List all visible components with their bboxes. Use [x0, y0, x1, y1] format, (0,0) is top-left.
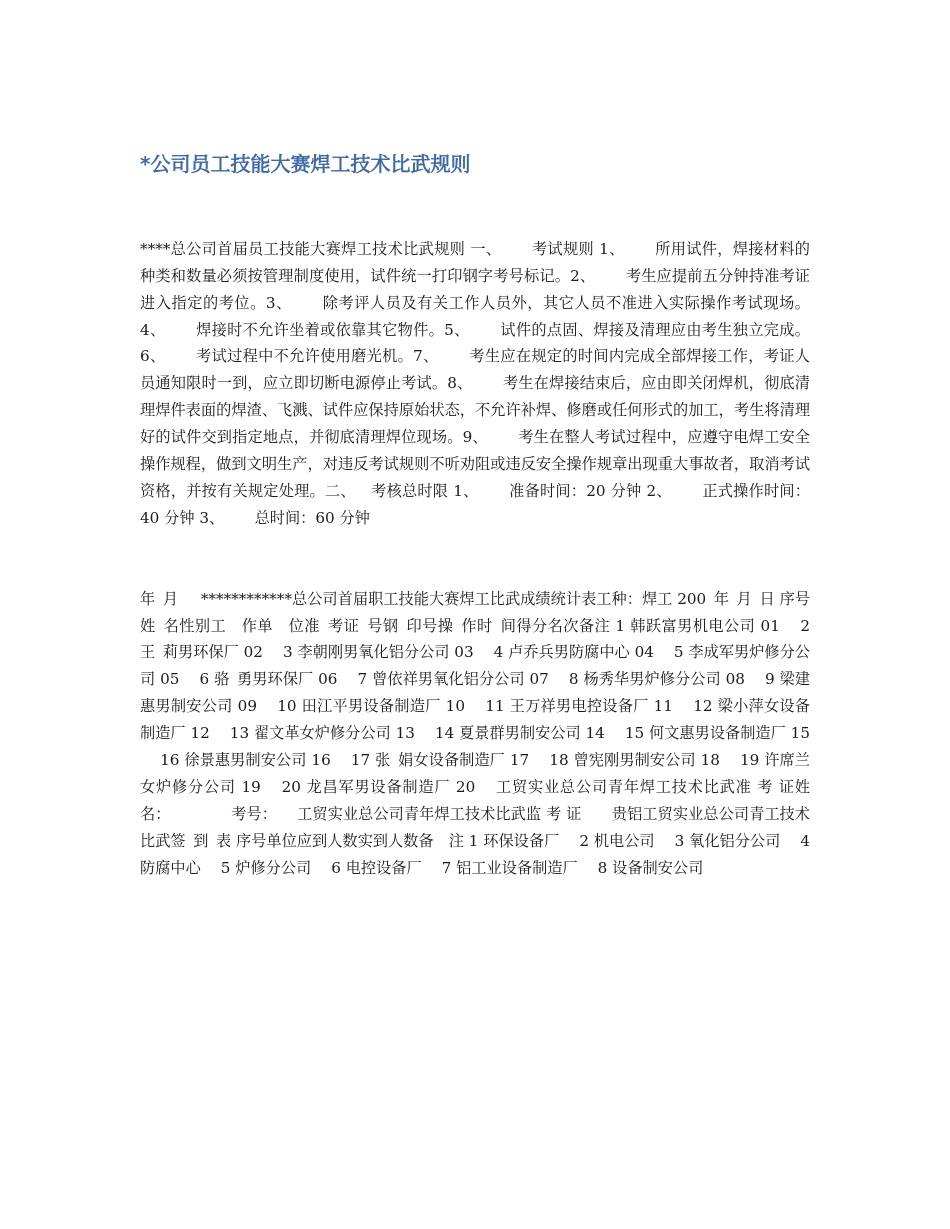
- document-body: [140, 182, 815, 935]
- document-title: *公司员工技能大赛焊工技术比武规则: [140, 152, 471, 176]
- body-paragraph-tables: 年 月 ************总公司首届职工技能大赛焊工比武成绩统计表工种：焊工 200 年 月 日 序号姓 名性别工 作单 位准 考证 号钢 印号操 作时 间得分名次备注 1 韩跃富男机电公司 01 2 王 莉男环保厂 02 3 李朝刚男氧化铝分公司 03 4 卢乔兵男防腐中心 04 5 李成军男炉修分公司 05 6 骆 勇男环保厂 06 7 曾依祥男氧化铝分公司 07 8 杨秀华男炉修分公司 08 9 梁建惠男制安公司 09 10 田江平男设备制造厂 10 11 王万祥男电控设备厂 11 12 梁小萍女设备制造厂 12 13 翟文革女炉修分公司 13 14 夏景群男制安公司 14 15 何文惠男设备制造厂 15 16 徐景惠男制安公司 16 17 张 娟女设备制造厂 17 18 曾宪刚男制安公司 18 19 许席兰女炉修分公司 19 20 龙昌军男设备制造厂 20 工贸实业总公司青年焊工技术比武准 考 证姓名： 考号： 工贸实业总公司青年焊工技术比武监 考 证 贵铝工贸实业总公司青工技术比武签 到 表 序号单位应到人数实到人数备 注 1 环保设备厂 2 机电公司 3 氧化铝分公司 4 防腐中心 5 炉修分公司 6 电控设备厂 7 铝工业设备制造厂 8 设备制安公司: [140, 589, 815, 877]
- body-paragraph-rules: ****总公司首届员工技能大赛焊工技术比武规则 一、 考试规则 1、 所用试件，焊接材料的种类和数量必须按管理制度使用，试件统一打印钢字考号标记。2、 考生应提前五分钟持准考证进入指定的考位。3、 除考评人员及有关工作人员外，其它人员不准进入实际操作考试现场。4、 焊接时不允许坐着或依靠其它物件。5、 试件的点固、焊接及清理应由考生独立完成。6、 考试过程中不允许使用磨光机。7、 考生应在规定的时间内完成全部焊接工作，考证人员通知限时一到，应立即切断电源停止考试。8、 考生在焊接结束后，应由即关闭焊机，彻底清理焊件表面的焊渣、飞溅、试件应保持原始状态，不允许补焊、修磨或任何形式的加工，考生将清理好的试件交到指定地点，并彻底清理焊位现场。9、 考生在整人考试过程中，应遵守电焊工安全操作规程，做到文明生产，对违反考试规则不听劝阻或违反安全操作规章出现重大事故者，取消考试资格，并按有关规定处理。二、 考核总时限 1、 准备时间：20 分钟 2、 正式操作时间：40 分钟 3、 总时间：60 分钟: [140, 239, 810, 527]
